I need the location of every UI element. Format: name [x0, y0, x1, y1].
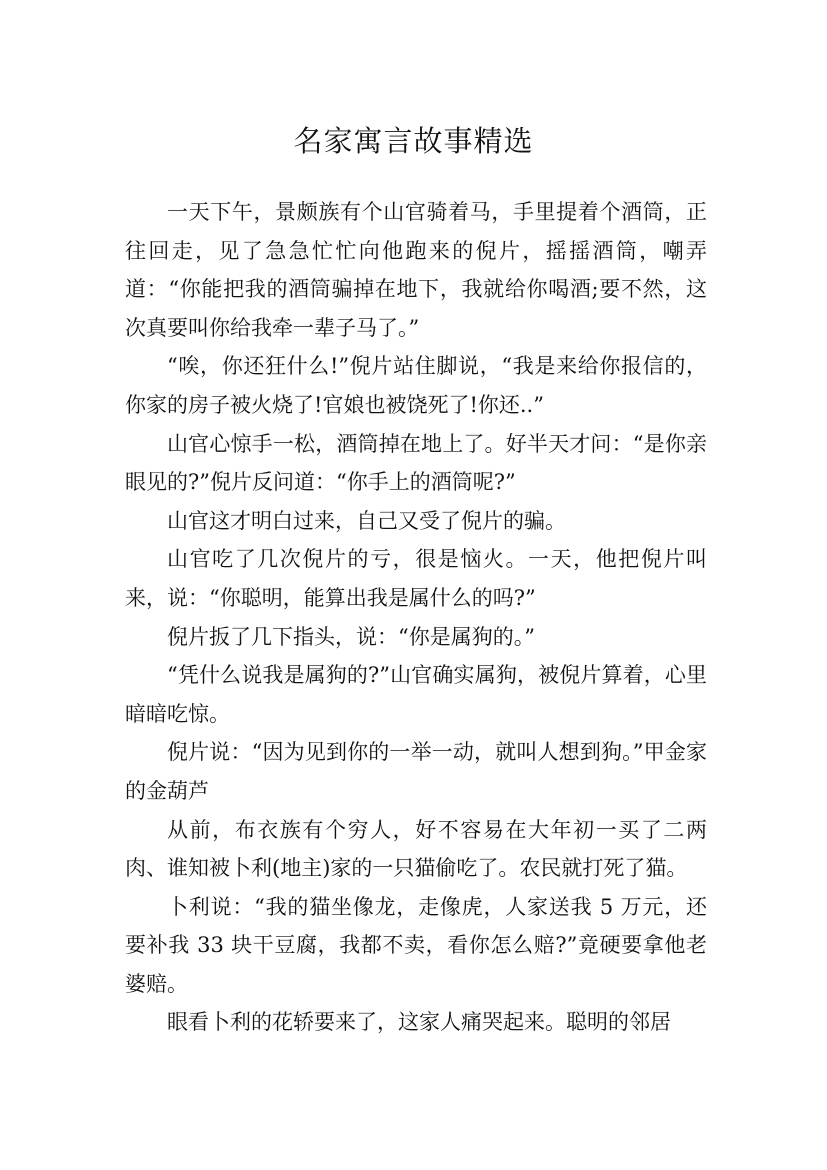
paragraph: “唉，你还狂什么!”倪片站住脚说，“我是来给你报信的，你家的房子被火烧了!官娘也被饶死了!你还..” [125, 354, 707, 417]
page-title: 名家寓言故事精选 [293, 124, 534, 159]
story-body [125, 193, 707, 1042]
paragraph: 一天下午，景颇族有个山官骑着马，手里提着个酒筒，正往回走，见了急急忙忙向他跑来的倪片，摇摇酒筒，嘲弄道：“你能把我的酒筒骗掉在地下，我就给你喝酒;要不然，这次真要叫你给我牵一辈子马了。” [125, 200, 707, 340]
paragraph: 倪片说：“因为见到你的一举一动，就叫人想到狗。”甲金家的金葫芦 [125, 740, 707, 803]
paragraph: 从前，布衣族有个穷人，好不容易在大年初一买了二两肉、谁知被卜利(地主)家的一只猫偷吃了。农民就打死了猫。 [125, 817, 707, 881]
paragraph: 山官吃了几次倪片的亏，很是恼火。一天，他把倪片叫来，说：“你聪明，能算出我是属什么的吗?” [125, 547, 707, 610]
paragraph: 山官这才明白过来，自己又受了倪片的骗。 [167, 508, 566, 533]
paragraph: 山官心惊手一松，酒筒掉在地上了。好半天才问：“是你亲眼见的?”倪片反问道：“你手上的酒筒呢?” [125, 431, 707, 495]
paragraph: “凭什么说我是属狗的?”山官确实属狗，被倪片算着，心里暗暗吃惊。 [125, 663, 707, 726]
paragraph: 卜利说：“我的猫坐像龙，走像虎，人家送我 5 万元，还要补我 33 块干豆腐，我都不卖，看你怎么赔?”竟硬要拿他老婆赔。 [125, 894, 707, 996]
paragraph: 眼看卜利的花轿要来了，这家人痛哭起来。聪明的邻居 [167, 1010, 671, 1035]
paragraph: 倪片扳了几下指头，说：“你是属狗的。” [167, 624, 535, 649]
